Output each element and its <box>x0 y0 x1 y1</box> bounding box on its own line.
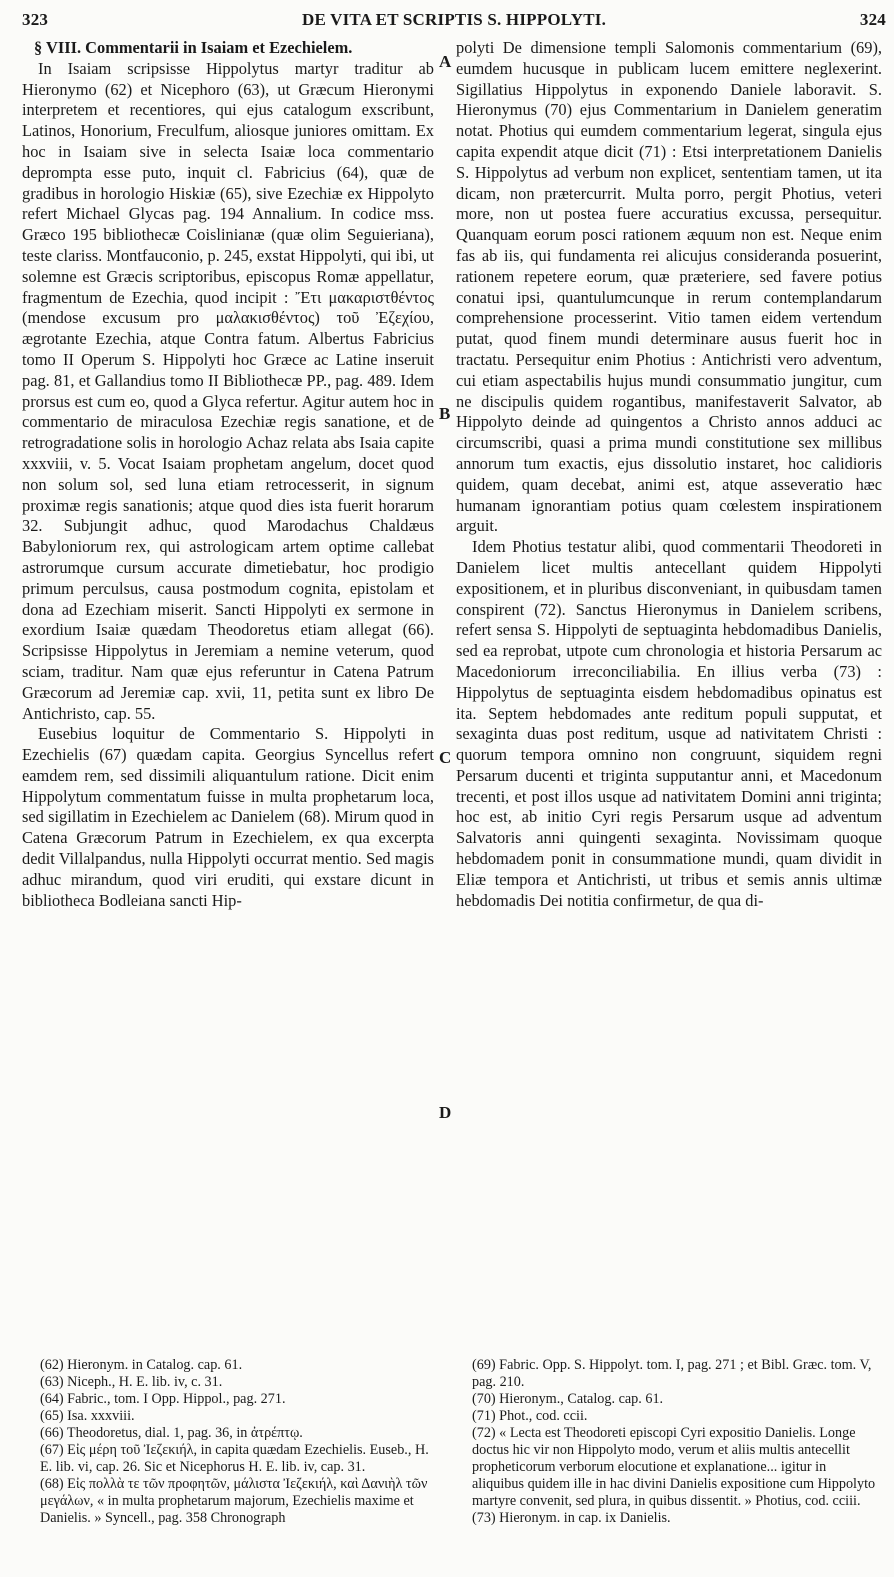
margin-letter-c: C <box>439 748 452 767</box>
page-number-right: 324 <box>859 10 886 29</box>
margin-letter-d: D <box>439 1103 452 1122</box>
footnote: (71) Phot., cod. ccii. <box>472 1408 588 1424</box>
running-header <box>22 10 886 34</box>
footnote: (72) « Lecta est Theodoreti episcopi Cyri expositio Danielis. Longe doctus hic vir non Hippolyto modo, verum et aliis multis antecellit propheticorum verborum elocutione et explanatione... igitur in aliquibus quidem ille in hac divini Danielis expositione cum Hippolyto martyre convenit, sed plura, in quibus dissentit. » Photius, cod. cciii. <box>472 1425 876 1509</box>
footnote: (64) Fabric., tom. I Opp. Hippol., pag. 271. <box>40 1391 286 1407</box>
right-column <box>456 38 882 911</box>
footnote: (73) Hieronym. in cap. ix Danielis. <box>472 1510 671 1526</box>
left-column <box>22 38 434 911</box>
margin-letter-a: A <box>439 52 452 71</box>
footnote: (70) Hieronym., Catalog. cap. 61. <box>472 1391 664 1407</box>
footnote: (65) Isa. xxxviii. <box>40 1408 135 1424</box>
margin-letter-b: B <box>439 404 451 423</box>
footnotes-right <box>472 1357 880 1527</box>
footnote: (62) Hieronym. in Catalog. cap. 61. <box>40 1357 243 1373</box>
footnote: (63) Niceph., H. E. lib. iv, c. 31. <box>40 1374 223 1390</box>
footnotes-left <box>40 1357 432 1527</box>
left-paragraph-1: In Isaiam scripsisse Hippolytus martyr traditur ab Hieronymo (62) et Nicephoro (63), ut Græcum Hieronymi interpretem et recentiores, qui ejus catalogum exscribunt, Latinos, Honorium, Freculfum, aliosque juniores omittam. Ex hoc in Isaiam sive in selecta Isaiæ loca commentario deprompta esse puto, inquit cl. Fabricius (64), quæ de gradibus in horologio Hiskiæ (65), sive Ezechiæ ex Hippolyto refert Michael Glycas pag. 194 Annalium. In codice mss. Græco 195 bibliothecæ Coislinianæ (quæ olim Seguieriana), teste clariss. Montfauconio, p. 245, exstat Hippolyti, qui ibi, ut solemne est Græcis scriptoribus, episcopus Romæ appellatur, fragmentum de Ezechia, quod incipit : Ἔτι μακαριστθέντος (mendose excusum pro μαλακισθέντος) τοῦ Ἐζεχίου, ægrotante Ezechia, atque Contra fatum. Albertus Fabricius tomo II Operum S. Hippolyti hoc Græce ac Latine inseruit pag. 81, et Gallandius tomo II Bibliothecæ PP., pag. 489. Idem prorsus est cum eo, quod a Glyca refertur. Agitur autem hoc in commentario de miraculosa Ezechiæ regis sanatione, et de retrogradatione solis in horologio Achaz relata abs Isaia capite xxxviii, v. 5. Vocat Isaiam prophetam angelum, docet quod non solum sol, sed luna etiam retrocesserit, in signum proximæ regis sanationis; atque quod dies ista fuerit horarum 32. Subjungit adhuc, quod Marodachus Chaldæus Babyloniorum rex, qui astrologicam artem optime callebat astrorumque cursum accurate dimetiebatur, hoc prodigio primum perculsus, causa postmodum cognita, epistolam et dona ad Ezechiam miserit. Sancti Hippolyti ex sermone in exordium Isaiæ quædam Theodoretus etiam allegat (66). Scripsisse Hippolytus in Jeremiam a nemine veterum, quod sciam, traditur. Nam quæ ejus referuntur in Catena Patrum Græcorum ad Jeremiæ cap. xvii, 11, petita sunt ex libro De Antichristo, cap. 55. <box>22 58 434 723</box>
section-title: § VIII. Commentarii in Isaiam et Ezechielem. <box>34 38 353 57</box>
running-title: DE VITA ET SCRIPTIS S. HIPPOLYTI. <box>301 10 607 29</box>
footnote: (66) Theodoretus, dial. 1, pag. 36, in ἀτρέπτῳ. <box>40 1425 303 1441</box>
right-paragraph-2: Idem Photius testatur alibi, quod commentarii Theodoreti in Danielem licet multis antecellant quidem Hippolyti expositionem, et in pluribus disconveniant, in quibusdam tamen conspirent (72). Sanctus Hieronymus in Danielem scribens, refert sensa S. Hippolyti de septuaginta hebdomadibus Danielis, sed ea reprobat, utpote cum chronologia et historia Persarum ac Macedoniorum irreconciliabilia. En illius verba (73) : Hippolytus de septuaginta eisdem hebdomadibus opinatus est ita. Septem hebdomades ante reditum populi supputat, et sexaginta duas post reditum, usque ad nativitatem Christi : quorum tempora omnino non congruunt, siquidem regni Persarum ducenti et triginta supputantur anni, et Macedonum trecenti, et post illos usque ad nativitatem Domini anni triginta; hoc est, ab initio Cyri regis Persarum usque ad adventum Salvatoris anni quingenti sexaginta. Novissimam quoque hebdomadem ponit in consummatione mundi, quam dividit in Eliæ tempora et Antichristi, ut tribus et semis annis ultimæ hebdomadis Dei notitia confirmetur, de qua di- <box>456 537 882 910</box>
page-number-left: 323 <box>22 10 49 29</box>
footnote: (67) Εἰς μέρη τοῦ Ἰεζεκιήλ, in capita quædam Ezechielis. Euseb., H. E. lib. vi, cap. 26. Sic et Nicephorus H. E. lib. iv, cap. 31. <box>40 1442 429 1475</box>
right-paragraph-1: polyti De dimensione templi Salomonis commentarium (69), eumdem hucusque in publicam lucem emittere neglexerint. Sigillatius Hippolytus in exponendo Daniele laboravit. S. Hieronymus (70) ejus Commentarium in Danielem generatim notat. Photius qui eumdem commentarium legerat, singula ejus capita expendit atque dicit (71) : Etsi interpretationem Danielis S. Hippolytus ad verbum non explicet, sententiam tamen, ut ita dicam, non prætercurrit. Multa porro, pergit Photius, veteri more, non ut postea fuere accuratius excussa, persequitur. Quanquam eorum posci rationem æquum non est. Neque enim fas ab iis, qui fundamenta rei alicujus consideranda posuerint, rationem repetere eorum, quæ præteriere, sed favere potius conatui ipsi, quantulumcunque in rerum contemplandarum comprehensione processerint. Vitio tamen eidem vertendum putat, quod finem mundi determinare ausus fuerit hoc in tractatu. Persequitur enim Photius : Antichristi vero adventum, cui etiam aspectabilis hujus mundi consummatio jungitur, cum ne discipulis quidem rogantibus, manifestaverit Salvator, ab Hippolyto deinde ad quingentos a Christo annos adduci ac circumscribi, quasi a prima mundi constitutione sex millibus annorum tum exactis, ejus dissolutio instaret, hoc calidioris quidem, quam decebat, animi est, atque asseveratio hæc humanam ignorantiam potius quam cœlestem inspirationem arguit. <box>456 38 882 536</box>
footnote: (68) Εἰς πολλὰ τε τῶν προφητῶν, μάλιστα Ἰεζεκιήλ, καὶ Δανιὴλ τῶν μεγάλων, « in multa prophetarum majorum, Ezechielis maxime et Danielis. » Syncell., pag. 358 Chronograph <box>40 1476 428 1526</box>
footnote: (69) Fabric. Opp. S. Hippolyt. tom. I, pag. 271 ; et Bibl. Græc. tom. V, pag. 210. <box>472 1357 872 1390</box>
left-paragraph-2: Eusebius loquitur de Commentario S. Hippolyti in Ezechielis (67) quædam capita. Georgius Syncellus refert eamdem rem, sed dissimili aliquantulum ratione. Dicit enim Hippolytum commentatum fuisse in multa prophetarum loca, sed sigillatim in Ezechielem ac Danielem (68). Mirum quod in Catena Græcorum Patrum in Ezechielem, ex qua excerpta dedit Villalpandus, nulla Hippolyti occurrat mentio. Sed magis adhuc mirandum, quod viri eruditi, qui exstare dicunt in bibliotheca Bodleiana sancti Hip- <box>22 724 434 910</box>
